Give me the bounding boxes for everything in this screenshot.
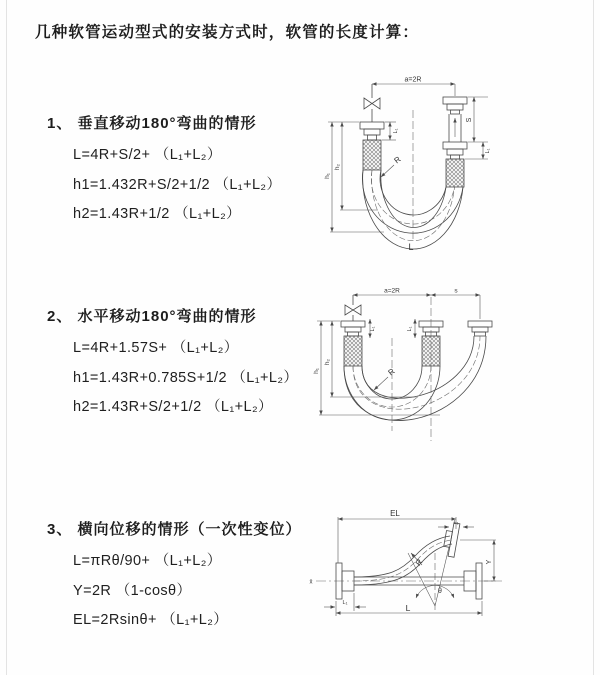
dim-label-h1: h₁: [324, 173, 331, 179]
dim-label-a2r: a=2R: [384, 287, 400, 295]
s-curve-hose-wall: [354, 536, 450, 577]
dimension-lines: [317, 295, 480, 415]
u-bend-displaced-inner: [362, 336, 474, 398]
formula-h1: h1=1.43R+0.785S+1/2 （L₁+L₂）: [73, 369, 299, 386]
left-braided-hose: [363, 140, 381, 170]
dim-label-l2: L₁: [453, 520, 459, 526]
hose-centerline: [354, 540, 451, 581]
formula-length: L=4R+S/2+ （L₁+L₂）: [73, 147, 222, 163]
valve-icon: [364, 98, 380, 109]
dim-label-l1: L₁: [342, 600, 348, 606]
dim-label-h2: h₂: [334, 163, 341, 171]
dim-label-h2: h₂: [324, 358, 331, 366]
valve-icon: [345, 305, 361, 315]
dimension-lines: [324, 517, 496, 616]
left-braided-hose: [344, 336, 362, 366]
diagram-lateral-displacement: [298, 503, 595, 651]
hose-assembly: [341, 295, 492, 421]
dim-label-l: L: [405, 603, 411, 613]
section-heading: 3、 横向位移的情形（一次性变位）: [47, 521, 302, 538]
scan-edge-left: [6, 0, 7, 675]
dimension-lines: [328, 84, 488, 232]
section-heading: 2、 水平移动180°弯曲的情形: [47, 308, 257, 325]
dim-label-s: s: [454, 287, 458, 295]
right-braided-hose: [446, 159, 464, 187]
section-heading: 1、 垂直移动180°弯曲的情形: [47, 115, 257, 132]
formula-y: Y=2R （1-cosθ）: [73, 582, 192, 599]
centerline-mark: x̄: [309, 579, 313, 586]
left-fitting: [341, 321, 365, 336]
formula-h2: h2=1.43R+1/2 （L₁+L₂）: [73, 206, 242, 222]
diagram-vertical-180-bend: [312, 72, 588, 260]
right-fitting: [468, 321, 492, 336]
middle-braided-hose: [422, 336, 440, 366]
dim-label-r: R: [392, 154, 403, 166]
diagram-horizontal-180-bend: [308, 283, 594, 475]
formula-h2: h2=1.43R+S/2+1/2 （L₁+L₂）: [73, 399, 273, 415]
dim-label-theta: θ: [438, 588, 442, 595]
hose-assembly: [336, 522, 482, 599]
right-fitting-upper: [443, 97, 467, 114]
dim-label-s: S: [466, 117, 473, 123]
formula-h1: h1=1.432R+S/2+1/2 （L₁+L₂）: [73, 176, 282, 193]
section-horizontal-movement: [47, 305, 298, 425]
dim-label-l2: L₁: [485, 148, 491, 154]
dim-label-l1: L₁: [393, 128, 399, 134]
centerlines: [353, 297, 480, 441]
page-title: 几种软管运动型式的安装方式时，软管的长度计算：: [35, 24, 420, 41]
dim-label-r: R: [386, 366, 397, 378]
dim-label-h1: h₁: [313, 368, 320, 374]
dim-label-l2: L₁: [407, 326, 413, 332]
left-fitting: [360, 122, 384, 140]
s-curve-hose-wall: [354, 544, 452, 585]
dim-label-el: EL: [390, 509, 400, 518]
centerlines: [371, 110, 454, 242]
dim-label-r: R: [413, 557, 425, 568]
dim-label-l1: L₁: [370, 326, 376, 332]
section-vertical-movement: [47, 112, 281, 232]
formula-el: EL=2Rsinθ+ （L₁+L₂）: [73, 612, 229, 628]
dim-label-y: Y: [486, 559, 493, 565]
dim-label-l: L: [408, 242, 414, 252]
section-lateral-displacement: [47, 518, 302, 638]
right-fitting-lower: [443, 142, 467, 159]
dim-label-a2r: a=2R: [404, 76, 422, 84]
formula-length: L=πRθ/90+ （L₁+L₂）: [73, 553, 222, 569]
formula-length: L=4R+1.57S+ （L₁+L₂）: [73, 340, 239, 356]
